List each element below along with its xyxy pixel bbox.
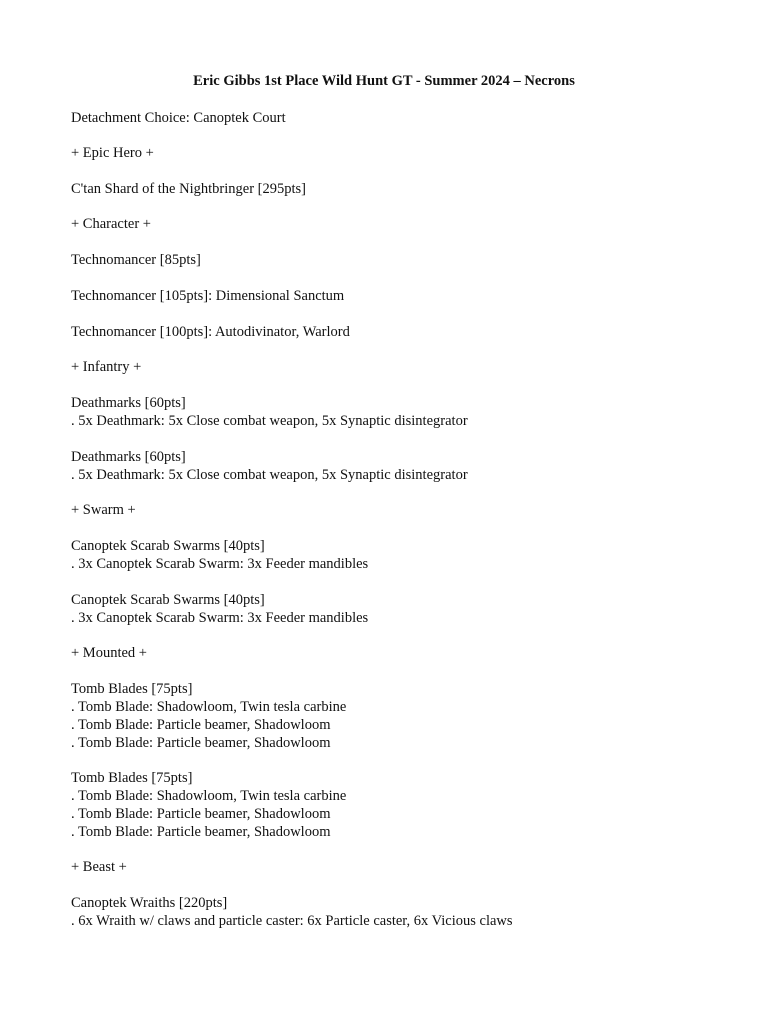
unit-detail-line: . Tomb Blade: Particle beamer, Shadowloom xyxy=(71,824,331,840)
unit-detail-line: . Tomb Blade: Shadowloom, Twin tesla carbine xyxy=(71,788,347,804)
unit-detail-line: . 3x Canoptek Scarab Swarm: 3x Feeder mandibles xyxy=(71,556,369,572)
section-header-infantry: + Infantry + xyxy=(71,359,142,375)
unit-detail-line: . Tomb Blade: Particle beamer, Shadowloom xyxy=(71,806,331,822)
unit-name: Deathmarks [60pts] xyxy=(71,449,186,465)
detachment-choice: Detachment Choice: Canoptek Court xyxy=(71,110,286,126)
unit-detail-line: . 5x Deathmark: 5x Close combat weapon, 5x Synaptic disintegrator xyxy=(71,467,468,483)
unit-detail-line: . Tomb Blade: Particle beamer, Shadowloom xyxy=(71,735,331,751)
unit-name: C'tan Shard of the Nightbringer [295pts] xyxy=(71,181,306,197)
unit-name: Technomancer [85pts] xyxy=(71,252,201,268)
unit-name: Canoptek Scarab Swarms [40pts] xyxy=(71,592,265,608)
unit-detail-line: . Tomb Blade: Shadowloom, Twin tesla carbine xyxy=(71,699,347,715)
section-header-mounted: + Mounted + xyxy=(71,645,147,661)
section-header-character: + Character + xyxy=(71,216,151,232)
unit-name: Technomancer [105pts]: Dimensional Sanctum xyxy=(71,288,345,304)
unit-name: Technomancer [100pts]: Autodivinator, Warlord xyxy=(71,324,350,340)
unit-name: Deathmarks [60pts] xyxy=(71,395,186,411)
unit-name: Canoptek Wraiths [220pts] xyxy=(71,895,228,911)
unit-detail-line: . 3x Canoptek Scarab Swarm: 3x Feeder mandibles xyxy=(71,610,369,626)
unit-name: Tomb Blades [75pts] xyxy=(71,681,193,697)
section-header-beast: + Beast + xyxy=(71,859,127,875)
section-header-swarm: + Swarm + xyxy=(71,502,136,518)
unit-detail-line: . 5x Deathmark: 5x Close combat weapon, 5x Synaptic disintegrator xyxy=(71,413,468,429)
unit-name: Canoptek Scarab Swarms [40pts] xyxy=(71,538,265,554)
section-header-epic-hero: + Epic Hero + xyxy=(71,145,154,161)
unit-detail-line: . Tomb Blade: Particle beamer, Shadowloom xyxy=(71,717,331,733)
unit-detail-line: . 6x Wraith w/ claws and particle caster: 6x Particle caster, 6x Vicious claws xyxy=(71,913,513,929)
unit-name: Tomb Blades [75pts] xyxy=(71,770,193,786)
document-title: Eric Gibbs 1st Place Wild Hunt GT - Summer 2024 – Necrons xyxy=(193,73,575,89)
